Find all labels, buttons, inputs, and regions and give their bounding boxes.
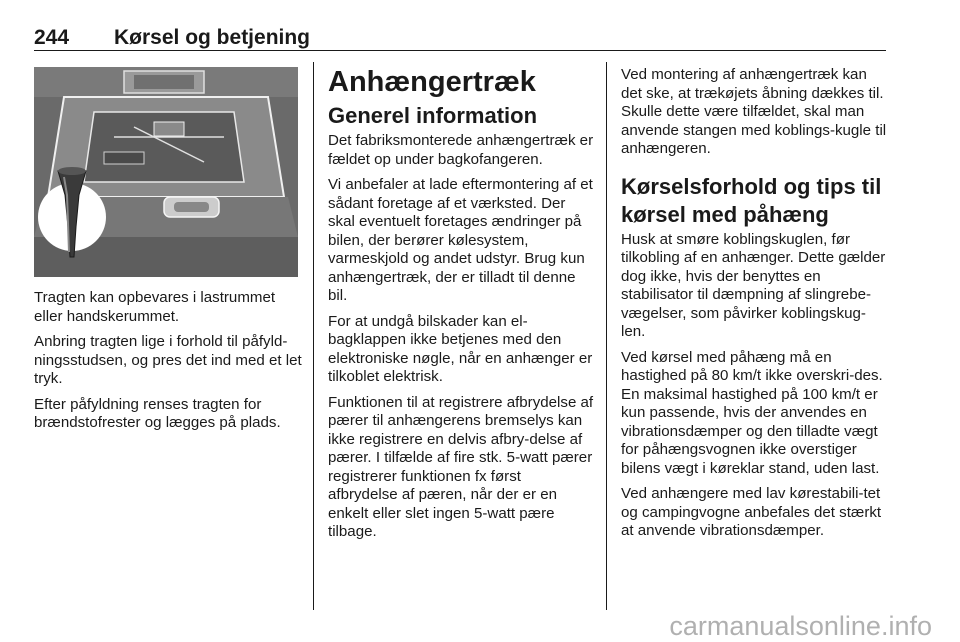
column-3: [621, 66, 889, 548]
paragraph: For at undgå bilskader kan el-bagklappen ikke betjenes med den elektroniske nøgle, når en anhænger er tilkoblet elektrisk.: [328, 312, 593, 385]
column-divider-1: [313, 62, 314, 610]
paragraph: Ved montering af anhængertræk kan det ske, at trækøjets åbning dækkes til. Skulle dette være tilfældet, skal man anvende stangen med koblings-kugle til anhængeren.: [621, 66, 887, 157]
subsection-heading: Kørselsforhold og tips til kørsel med påhæng: [621, 173, 882, 227]
paragraph: Efter påfyldning renses tragten for brændstofrester og lægges på plads.: [34, 395, 281, 431]
section-heading: Anhængertræk: [328, 66, 536, 98]
subsection-heading: Generel information: [328, 103, 538, 128]
column-2: [328, 66, 594, 549]
chapter-title: Kørsel og betjening: [114, 26, 311, 49]
column-divider-2: [606, 62, 607, 610]
paragraph: Anbring tragten lige i forhold til påfyld-ningsstudsen, og pres det ind med et let tryk.: [34, 333, 302, 387]
paragraph: Det fabriksmonterede anhængertræk er fældet op under bagkofangeren.: [328, 132, 594, 168]
paragraph: Ved anhængere med lav kørestabili-tet og campingvogne anbefales det stærkt at anvende vibrationsdæmper.: [621, 485, 882, 539]
paragraph: Ved kørsel med påhæng må en hastighed på 80 km/t ikke overskri-des. En maksimal hastighed på 100 km/t er kun passende, hvis der anvendes en vibrationsdæmper og den tilladte vægt for påhængsvognen ikke overstiger bilens vægt i køreklar stand, uden last.: [621, 348, 883, 477]
paragraph: Funktionen til at registrere afbrydelse af pærer til anhængerens bremselys kan ikke registrere en delvis afbry-delse af pærer. I tilfælde af fire stk. 5-watt pærer registrerer funktionen fx først afbrydelse af pæren, når der er en enkelt eller slet ingen 5-watt pære tilbage.: [328, 393, 594, 540]
page-header: [34, 22, 886, 52]
page-number: 244: [34, 26, 70, 49]
column-1: [34, 289, 304, 440]
paragraph: Tragten kan opbevares i lastrummet eller handskerummet.: [34, 289, 276, 325]
header-rule: [34, 50, 886, 51]
paragraph: Husk at smøre koblingskuglen, før tilkobling af en anhænger. Dette gælder dog ikke, hvis der benyttes en stabilisator til dæmpning af slingrebe-vægelser, som påvirker koblingskug-len.: [621, 230, 886, 340]
watermark: carmanualsonline.info: [669, 611, 932, 641]
paragraph: Vi anbefaler at lade eftermontering af et sådant foretage af et værksted. Der skal eventuelt foretages ændringer på bilen, der berører kølesystem, varmeskjold og andet udstyr. Brug kun anhængertræk, der er tilladt til denne bil.: [328, 176, 593, 304]
funnel-storage-illustration: [34, 67, 298, 277]
